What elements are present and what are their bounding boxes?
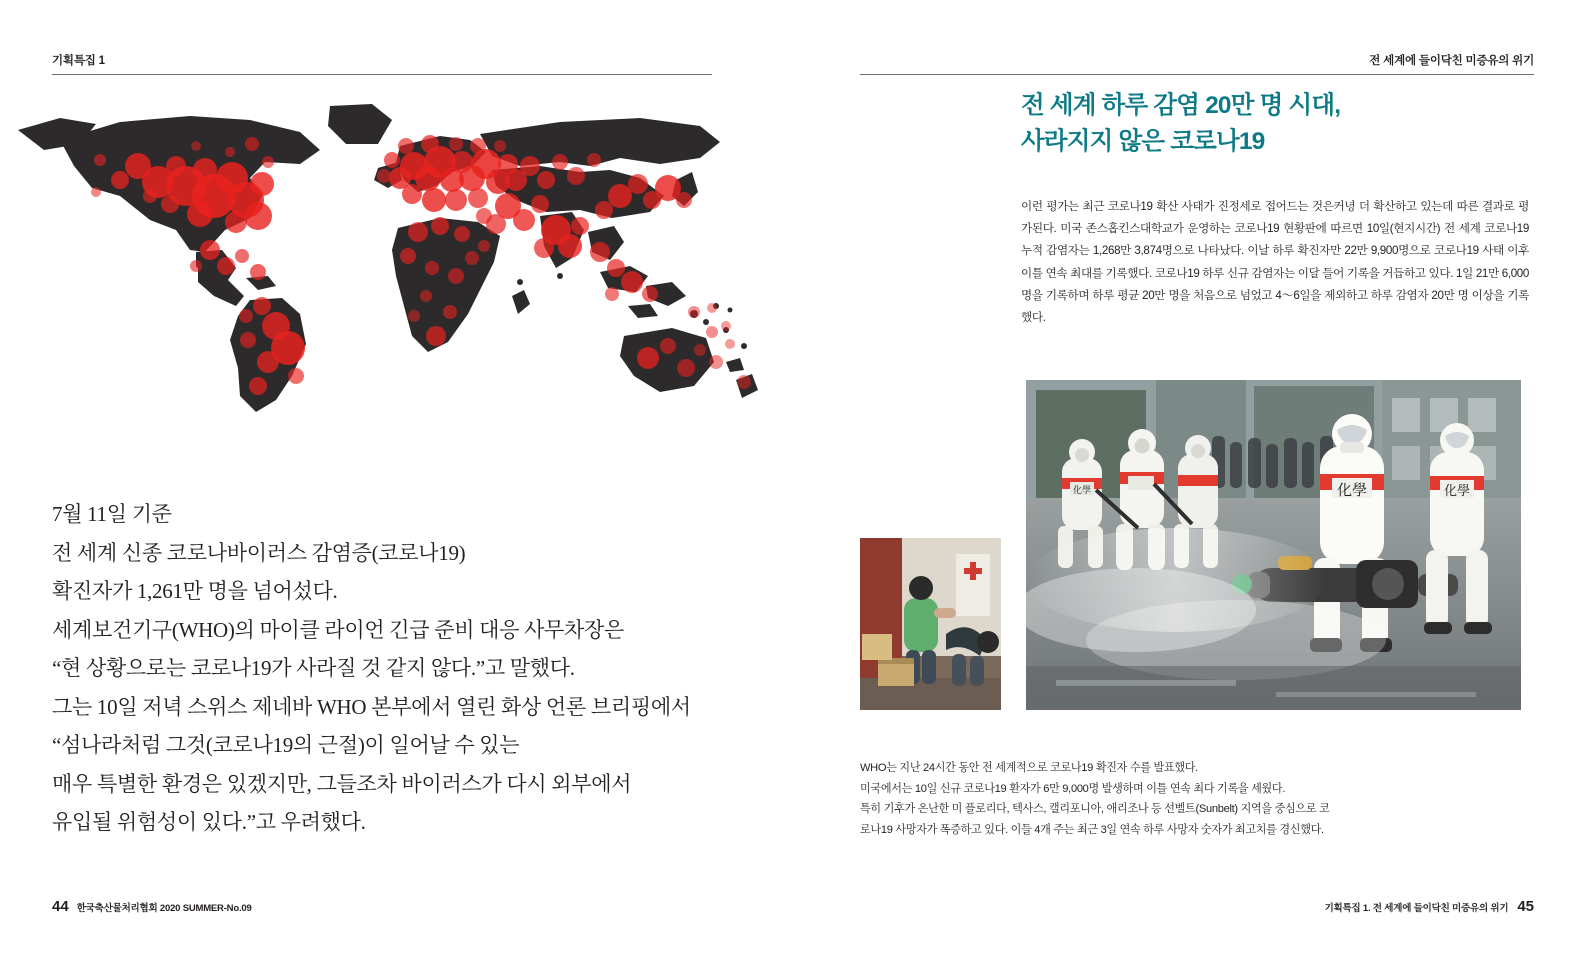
article-headline <box>1021 88 1541 160</box>
svg-text:化學: 化學 <box>1443 483 1471 498</box>
photo-disinfection-crew <box>1026 380 1521 710</box>
lead-line: “섬나라처럼 그것(코로나19의 근절)이 일어날 수 있는 <box>52 733 520 757</box>
article-body: 이런 평가는 최근 코로나19 확산 사태가 진정세로 접어드는 것은커녕 더 확산하고 있는데 따른 결과로 평가된다. 미국 존스홉킨스대학교가 운영하는 코로나19 현황판에 따르면 10일(현지시간) 전 세계 코로나19 누적 감염자는 1,268만 3,874명으로 나타났다. 이날 하루 확진자만 22만 9,900명으로 코로나19 사태 이후 이틀 연속 최대를 기록했다. 코로나19 하루 신규 감염자는 이달 들어 기록을 거듭하고 있다. 1일 21만 6,000명을 기록하며 하루 평균 20만 명을 처음으로 넘었고 4〜6일을 제외하고 하루 감염자 20만 명 이상을 기록했다. <box>1021 200 1529 325</box>
right-folio-text: 기획특집 1. 전 세계에 들이닥친 미증유의 위기 <box>1324 903 1509 914</box>
right-folio <box>1325 898 1534 915</box>
headline-line-1: 전 세계 하루 감염 20만 명 시대, <box>1021 92 1341 119</box>
lead-line: 7월 11일 기준 <box>52 502 172 526</box>
right-header-rule <box>860 74 1534 75</box>
lead-line: 유입될 위험성이 있다.”고 우려했다. <box>52 810 366 834</box>
caption-line: 미국에서는 10일 신규 코로나19 환자가 6만 9,000명 발생하며 이틀 연속 최다 기록을 세웠다. <box>860 782 1286 795</box>
caption-line: 특히 기후가 온난한 미 플로리다, 텍사스, 캘리포니아, 애리조나 등 선벨트(Sunbelt) 지역을 중심으로 코 <box>860 803 1330 815</box>
left-folio <box>52 898 252 915</box>
left-header-rule <box>52 74 712 75</box>
left-page-number: 44 <box>52 898 69 915</box>
caption-line: 로나19 사망자가 폭증하고 있다. 이들 4개 주는 최근 3일 연속 하루 사망자 숫자가 최고치를 경신했다. <box>860 823 1324 836</box>
right-page <box>793 0 1586 970</box>
photo-caption <box>860 758 1522 840</box>
caption-line: WHO는 지난 24시간 동안 전 세계적으로 코로나19 확진자 수를 발표했다. <box>860 762 1198 774</box>
photo-supply-handling <box>860 538 1001 710</box>
world-covid-bubble-map <box>0 100 775 415</box>
right-page-number: 45 <box>1517 898 1534 915</box>
lead-line: “현 상황으로는 코로나19가 사라질 것 같지 않다.”고 말했다. <box>52 656 575 680</box>
spread-gutter <box>793 0 794 970</box>
lead-line: 확진자가 1,261만 명을 넘어섰다. <box>52 579 338 603</box>
lead-line: 그는 10일 저녁 스위스 제네바 WHO 본부에서 열린 화상 언론 브리핑에서 <box>52 694 691 719</box>
lead-line: 전 세계 신종 코로나바이러스 감염증(코로나19) <box>52 540 466 565</box>
lead-paragraph <box>52 495 752 842</box>
headline-line-2: 사라지지 않은 코로나19 <box>1021 128 1265 155</box>
right-running-head: 전 세계에 들이닥친 미증유의 위기 <box>1369 55 1534 67</box>
left-running-head: 기획특집 1 <box>52 55 105 67</box>
lead-line: 매우 특별한 환경은 있겠지만, 그들조차 바이러스가 다시 외부에서 <box>52 771 632 796</box>
lead-line: 세계보건기구(WHO)의 마이클 라이언 긴급 준비 대응 사무차장은 <box>52 617 625 642</box>
svg-text:化學: 化學 <box>1072 485 1092 495</box>
svg-text:化學: 化學 <box>1336 482 1368 499</box>
left-folio-text: 한국축산물처리협회 2020 SUMMER-No.09 <box>76 903 252 914</box>
